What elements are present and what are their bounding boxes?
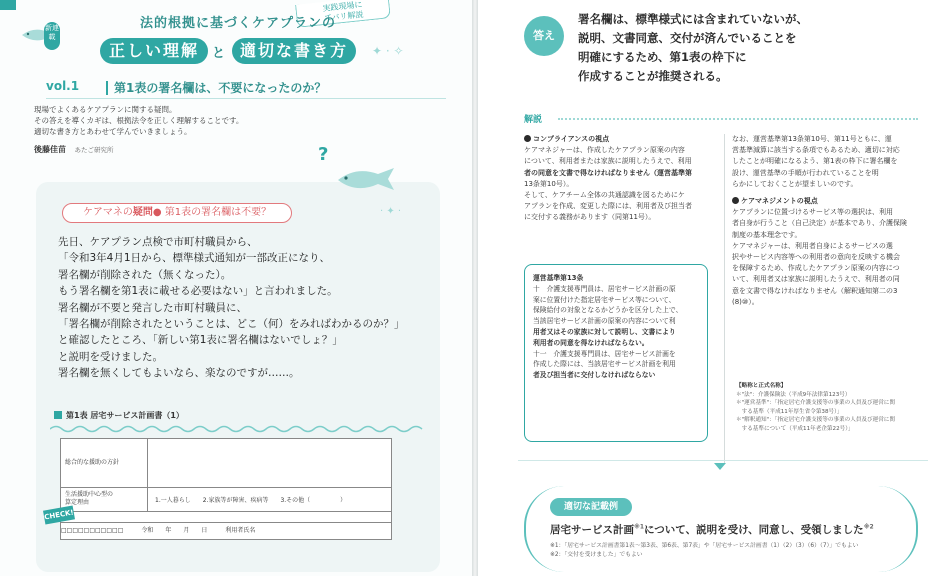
right-col-line: したことが明確になるよう、第1表の枠下に署名欄を <box>732 157 898 166</box>
footnote-marker: ※2 <box>863 523 874 531</box>
compliance-heading-text: コンプライアンスの視点 <box>533 135 610 143</box>
abbreviation-notes <box>736 382 926 434</box>
right-col-line: らかにしておくことが望ましいのです。 <box>732 179 858 188</box>
question-label-strong: 疑問 <box>132 207 153 218</box>
compliance-line: アプランを作成、変更した際には、利用者及び担当者 <box>524 202 692 211</box>
management-line: いて、利用者又は家族に説明したうえで、利用者の同 <box>732 275 900 284</box>
example-main-text: 居宅サービス計画 <box>550 524 634 536</box>
right-column <box>732 134 928 308</box>
answer-line: 明確にするため、第1表の枠下に <box>578 50 747 64</box>
answer-line: 署名欄は、標準様式には含まれていないが、 <box>578 12 808 26</box>
bullet-icon <box>732 197 739 204</box>
notes-heading: 【略称と正式名称】 <box>736 383 787 389</box>
management-line: 意を文書で得なければなりません（解釈通知第二の3 <box>732 286 898 295</box>
law-line: 作成した際には、当該居宅サービス計画を利用 <box>533 360 676 369</box>
signature-line: □□□□□□□□□□□ 令和 年 月 日 利用者氏名 <box>60 522 392 540</box>
law-line: 十一 介護支援専門員は、居宅サービス計画を <box>533 349 676 358</box>
management-heading-text: ケアマネジメントの視点 <box>741 197 818 206</box>
sparkle-decoration: ✦ · ✧ <box>372 44 404 58</box>
form-column-divider <box>147 439 148 487</box>
compliance-line: について、利用者または家族に説明したうえで、利用 <box>524 157 692 166</box>
intro-line: 現場でよくあるケアプランに関する疑問。 <box>34 105 177 114</box>
management-line: 制度の基本理念です。 <box>732 230 802 239</box>
author-org: あたご研究所 <box>74 146 114 154</box>
answer-badge: 答え <box>524 16 564 56</box>
question-line: 署名欄を無くしてもよいなら、楽なのですが……。 <box>58 367 300 380</box>
right-col-line: 設け、運営基準の手順が行われていることを明 <box>732 168 879 177</box>
volume-heading <box>46 78 446 99</box>
question-line: もう署名欄を第1表に載せる必要はない」と言われました。 <box>58 285 338 298</box>
compliance-line: そして、ケアチーム全体の共通認識を図るためにケ <box>524 191 685 200</box>
question-body <box>58 234 438 382</box>
form-row-policy <box>61 439 391 488</box>
note-line: ＊"運営基準"：「指定居宅介護支援等の事業の人員及び運営に関 <box>736 400 895 407</box>
intro-line: その答えを導くカギは、根拠法令を正しく理解することです。 <box>34 116 244 125</box>
law-line: 当該居宅サービス計画の原案の内容について利 <box>533 317 676 326</box>
volume-divider <box>106 81 108 95</box>
form-heading <box>54 410 184 421</box>
form-row-label: 総合的な援助の方針 <box>65 459 120 466</box>
example-footnote: ※1：「居宅サービス計画書第1表～第3表、第6表、第7表」や「居宅サービス計画書（1）（2）（3）（6）（7）」でもよい <box>550 543 859 549</box>
answer-text <box>578 10 918 86</box>
question-line: 署名欄が削除された（無くなった）。 <box>58 268 232 281</box>
form-heading-text: 第1表 居宅サービス計画書（1） <box>66 411 184 420</box>
law-line: 利用者の同意を得なければならない。 <box>533 338 649 347</box>
section-divider <box>518 460 928 461</box>
form-column-divider <box>147 487 148 511</box>
compliance-line: 13条第10号）。 <box>524 179 574 188</box>
management-line: ケアマネジャーは、利用者自身によるサービスの選 <box>732 241 893 250</box>
example-footnote: ※2：「交付を受けました」でもよい <box>550 551 643 558</box>
example-label: 適切な記載例 <box>550 498 632 516</box>
management-line: (8)⑩）。 <box>732 297 759 306</box>
compliance-line: 者の同意を文書で得なければなりません（運営基準第 <box>524 168 692 177</box>
intro-line: 適切な書き方とあわせて学んでいきましょう。 <box>34 127 192 136</box>
answer-line: 作成することが推奨される。 <box>578 69 728 83</box>
right-page <box>478 0 950 576</box>
right-col-line: なお、運営基準第13条第10号、第11号ともに、運 <box>732 135 892 143</box>
bullet-icon <box>524 135 531 142</box>
note-line: ＊"解釈通知"：「指定居宅介護支援等の事業の人員及び運営に関 <box>736 417 895 424</box>
management-line: を保障するため、作成したケアプラン原案の内容につ <box>732 264 900 273</box>
dots-decoration: · ✦ · <box>380 206 402 217</box>
left-page <box>0 0 472 576</box>
banner-note: 実践現場に ズバリ解説 <box>295 0 391 28</box>
volume-title: 第1表の署名欄は、不要になったのか？ <box>114 81 327 95</box>
question-line: 「署名欄が削除されたということは、どこ（何）をみればわかるのか？」 <box>58 318 405 331</box>
footnote-marker: ※1 <box>634 523 645 531</box>
question-label-prefix: ケアマネの <box>82 207 133 218</box>
title-line1: 法的根拠に基づくケアプランの <box>139 16 336 31</box>
form-row-reason <box>61 487 391 512</box>
example-statement <box>550 522 874 537</box>
note-line: ＊"法"：介護保険法（平成9年法律第123号） <box>736 391 851 398</box>
compliance-line: に交付する義務があります（同第11号）。 <box>524 213 656 222</box>
question-label <box>62 203 292 223</box>
answer-line: 説明、文書同意、交付が済んでいることを <box>578 31 797 45</box>
volume-label: vol.1 <box>46 79 80 93</box>
management-line: 者自身が行うこと（自己決定）が基本であり、介護保険 <box>732 219 907 228</box>
intro-text <box>34 104 294 137</box>
wave-divider <box>50 424 426 434</box>
author-name: 後藤佳苗 <box>34 145 66 154</box>
question-line: 署名欄が不要と発言した市町村職員に、 <box>58 301 247 314</box>
note-line: する基準（平成11年厚生省令第38号）」 <box>736 408 843 415</box>
law-line: 保険給付の対象となるかどうかを区分した上で、 <box>533 306 683 315</box>
management-heading <box>732 196 928 207</box>
note-line: する基準について（平成11年老企第22号）」 <box>736 425 854 432</box>
right-col-line: 営基準減算に該当する条項でもあるため、適切に対応 <box>732 146 900 155</box>
law-line: 十 介護支援専門員は、居宅サービス計画の原 <box>533 284 676 293</box>
square-bullet-icon <box>54 411 62 419</box>
down-arrow-icon <box>714 463 726 470</box>
law-line: 者及び担当者に交付しなければならない <box>533 371 656 380</box>
form-row-options: 1.一人暮らし 2.家族等が障害、疾病等 3.その他（ ） <box>155 497 347 504</box>
management-line: ケアプランに位置づけるサービス等の選択は、利用 <box>732 208 893 217</box>
dotted-divider <box>558 118 918 120</box>
corner-tab <box>0 0 16 10</box>
law-line: 案に位置付けた指定居宅サービス等について、 <box>533 295 676 304</box>
explanation-heading: 解説 <box>524 115 543 125</box>
example-main-rest: について、説明を受け、同意し、受領しました <box>644 524 864 536</box>
author <box>34 144 114 155</box>
fish-illustration-large <box>336 166 396 192</box>
question-line: と確認したところ、「新しい第1表に署名欄はないでしょ？」 <box>58 334 343 347</box>
question-line: 「令和3年4月1日から、標準様式通知が一部改正になり、 <box>58 252 331 265</box>
check-badge: CHECK! <box>43 506 75 525</box>
new-series-badge: 新連載 <box>44 22 60 50</box>
compliance-line: ケアマネジャーは、作成したケアプラン原案の内容 <box>524 146 685 155</box>
column-divider <box>724 134 725 464</box>
example-footnotes <box>550 542 858 559</box>
question-label-rest: ● 第1表の署名欄は不要？ <box>152 207 272 218</box>
compliance-section <box>524 134 720 224</box>
compliance-heading <box>524 134 720 145</box>
management-line: 択やサービス内容等への利用者の意向を反映する機会 <box>732 253 900 262</box>
title-conjunction: と <box>212 46 226 61</box>
form-row-label: 生活援助中心型の 算定理由 <box>65 491 114 506</box>
question-line: と説明を受けました。 <box>58 350 163 363</box>
law-box-title: 運営基準第13条 <box>533 274 584 282</box>
question-line: 先日、ケアプラン点検で市町村職員から、 <box>58 236 258 248</box>
law-line: 用者又はその家族に対して説明し、文書により <box>533 327 676 336</box>
law-excerpt-box <box>524 264 708 442</box>
title-pill-proper-writing: 適切な書き方 <box>232 38 356 64</box>
question-mark-icon: ? <box>318 144 329 165</box>
title-pill-correct-understanding: 正しい理解 <box>100 38 208 64</box>
